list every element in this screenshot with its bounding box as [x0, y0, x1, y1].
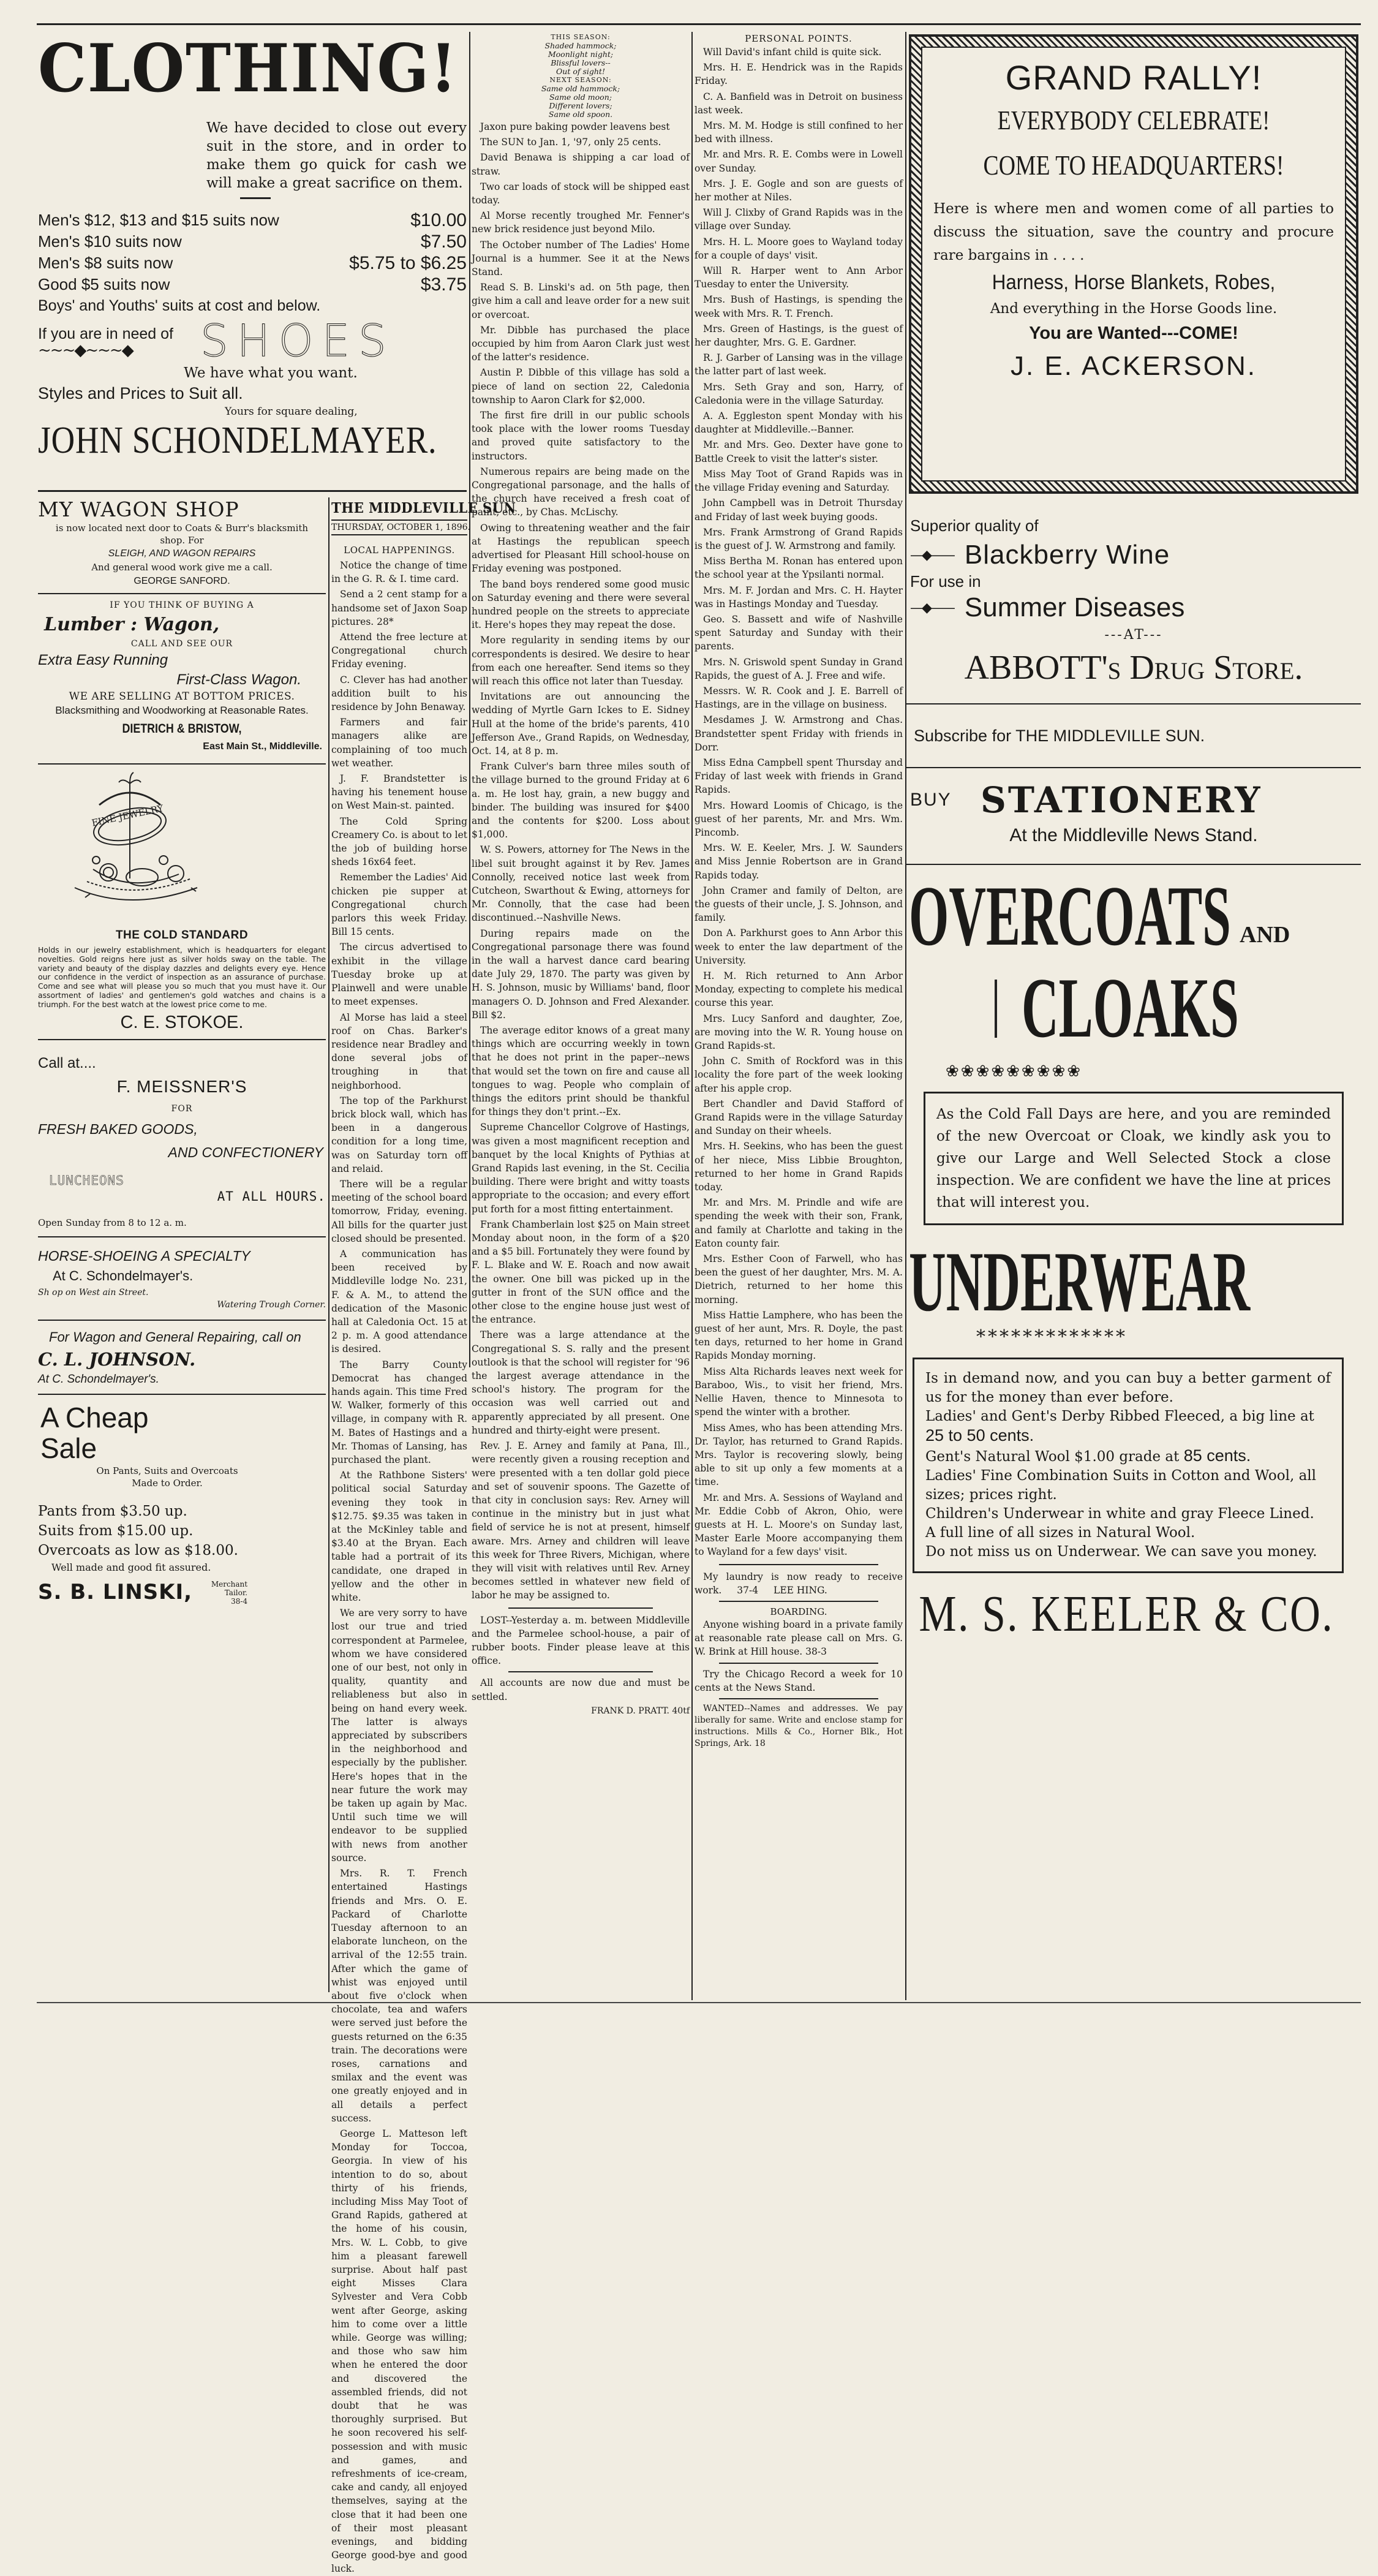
- paragraph: More regularity in sending items by our correspondents is desired. We desire to hear from each one hereafter. Send items so they will reach this office not later than Tuesday.: [472, 635, 690, 687]
- shoes-headline: SHOES: [200, 315, 395, 366]
- bottom-rule: [37, 2002, 1361, 2003]
- clothing-signature: JOHN SCHONDELMAYER.: [38, 420, 437, 461]
- paragraph: Notice the change of time in the G. R. & I. time card.: [331, 560, 467, 585]
- right-ads-column: [906, 32, 1361, 2000]
- divider: [38, 593, 326, 594]
- paragraph: The circus advertised to exhibit in the village Tuesday broke up at Plainwell and were unable to meet expenses.: [331, 942, 467, 1008]
- paragraph: We are very sorry to have lost our true and tried correspondent at Parmelee, whom we have considered one of our best, not only in quality, quantity and reliableness but also in being on hand every week. The latter is always appreciated by subscribers in the neighborhood and especially by the publisher. Here's hopes that in the near future the work may be taken up again by Mac. Until such time we will endeavor to be supplied with news from another source.: [331, 1607, 467, 1864]
- ornamental-block-icon: [995, 980, 997, 1038]
- divider: [38, 763, 326, 765]
- clothing-ad: [38, 32, 467, 488]
- col3-paragraphs: [472, 120, 690, 1603]
- paragraph: Frank Chamberlain lost $25 on Main street Monday about noon, in the form of a $20 and a $5 bill. Fortunately they were found by F. L. Blake and W. E. Roach and now await the owner. One bill was picked up in the gutter in front of the SUN office and the other close to the engine house just west of the entrance.: [472, 1218, 690, 1326]
- paragraph: H. M. Rich returned to Ann Arbor Monday, expecting to complete his medical course this year.: [695, 970, 903, 1009]
- paragraph: Miss Alta Richards leaves next week for Baraboo, Wis., to visit her friend, Mrs. Nellie Haven, thence to Minnesota to spend the winter with a brother.: [695, 1365, 903, 1418]
- paragraph: Mrs. R. T. French entertained Hastings friends and Mrs. O. E. Packard of Charlotte Tuesday afternoon to an elaborate luncheon, on the arrival of the 12:55 train. After which the game of whist was enjoyed until about five o'clock when chocolate, tea and wafers were served just before the guests returned on the 6:35 train. The decorations were roses, carnations and smilax and the event was one greatly enjoyed and in all details a perfect success.: [331, 1868, 467, 2124]
- paragraph: The Cold Spring Creamery Co. is about to let the job of building horse sheds 16x64 feet.: [331, 815, 467, 868]
- paragraph: Frank Culver's barn three miles south of the village burned to the ground Friday at 6 a. m. He lost hay, grain, a new buggy and binder. The building was insured for $400 and the contents for $200. Loss about $1,000.: [472, 761, 690, 840]
- divider: [719, 1698, 878, 1699]
- divider: [38, 490, 467, 492]
- boys-line: Boys' and Youths' suits at cost and below.: [38, 297, 321, 314]
- divider: [38, 1320, 326, 1321]
- fine-jewelry-sign-illustration: [38, 768, 326, 921]
- paragraph: Miss Bertha M. Ronan has entered upon the school year at the Ypsilanti normal.: [695, 556, 903, 581]
- personal-heading: PERSONAL POINTS.: [745, 33, 853, 44]
- paragraph: Mrs. Green of Hastings, is the guest of her daughter, Mrs. G. E. Gardner.: [695, 323, 903, 349]
- paragraph: W. S. Powers, attorney for The News in the libel suit brought against it by Rev. James Connolly, received notice last week from Cutcheon, Swarthout & Ewing, attorneys for Mr. Connolly, that the case had been discontinued.--Nashville News.: [472, 844, 690, 924]
- ornament-row: ❀❀❀❀❀❀❀❀❀: [946, 1062, 1083, 1081]
- divider: [719, 1663, 878, 1664]
- paragraph: Miss Hattie Lamphere, who has been the guest of her aunt, Mrs. R. Doyle, the past ten days, returned to her home in Grand Rapids Monday morning.: [695, 1309, 903, 1362]
- chicago-record-notice: Try the Chicago Record a week for 10 cents at the News Stand.: [695, 1668, 903, 1693]
- paragraph: Supreme Chancellor Colgrove of Hastings, was given a most magnificent reception and banquet by the local Knights of Pythias at Grand Rapids last evening, in the St. Cecilia building. There were bright and witty toasts appropriate to the occasion; and every effort put forth for a most fitting entertainment.: [472, 1122, 690, 1215]
- poem-line: Blissful lovers--: [551, 58, 611, 67]
- linski-ad: A Cheap Sale On Pants, Suits and Overcoats Made to Order. Pants from $3.50 up. Suits from $15.00 up. Overcoats as low as $18.00. Well made and good fit assured. S. B. LINSKI, Merchant Tailor. 38-4: [38, 1401, 326, 1606]
- paragraph: Austin P. Dibble of this village has sold a piece of land on section 22, Caledonia township to Aaron Clark for $2,000.: [472, 367, 690, 406]
- left-ads-column: [38, 497, 326, 1992]
- paragraph: Mrs. Bush of Hastings, is spending the week with Mrs. R. T. French.: [695, 294, 903, 319]
- poem-line: Out of sight!: [556, 67, 605, 76]
- poem-line: Same old hammock;: [541, 84, 620, 93]
- price-row-1: Men's $12, $13 and $15 suits now $10.00: [38, 210, 467, 230]
- poem-line: Different lovers;: [549, 101, 612, 110]
- paragraph: At the Rathbone Sisters' political social Saturday evening they took in $12.75. $9.35 was taken in at the McKinley table and $3.40 at the Bryan. Each table had a portrait of its candidate, one draped in yellow and the other in white.: [331, 1470, 467, 1604]
- arrow-ornament: —◆——: [910, 600, 954, 616]
- masthead-title: THE MIDDLEVILLE SUN: [331, 500, 516, 516]
- paragraph: J. F. Brandstetter is having his tenement house on West Main-st. painted.: [331, 773, 467, 812]
- poem-line: Same old spoon.: [548, 110, 613, 119]
- paragraph: Will J. Clixby of Grand Rapids was in the village over Sunday.: [695, 207, 903, 232]
- paragraph: Al Morse has laid a steel roof on Chas. Barker's residence near Bradley and done several jobs of troughing in that neighborhood.: [331, 1011, 467, 1091]
- paragraph: The Barry County Democrat has changed hands again. This time Fred W. Walker, formerly of this village, in company with R. M. Bates of Hastings and a Mr. Thomas of Lansing, has purchased the plant.: [331, 1359, 467, 1465]
- paragraph: C. A. Banfield was in Detroit on business last week.: [695, 91, 903, 116]
- wagon-shop-ad: MY WAGON SHOP is now located next door to Coats & Burr's blacksmith shop. For SLEIGH, AND WAGON REPAIRS And general wood work give me a call. GEORGE SANFORD.: [38, 497, 309, 586]
- paragraph: Will R. Harper went to Ann Arbor Tuesday to enter the University.: [695, 265, 903, 290]
- grand-rally-ad: GRAND RALLY! EVERYBODY CELEBRATE! COME TO HEADQUARTERS! Here is where men and women come of all parties to discuss the situation, save the country and procure rare bargains in . . . . Harness, Horse Blankets, Robes, And everything in the Horse Goods line. You are Wanted---COME! J. E. ACKERSON.: [909, 34, 1358, 494]
- yours-line: Yours for square dealing,: [225, 406, 358, 418]
- poem: [472, 33, 690, 119]
- price-row-3: Men's $8 suits now $5.75 to $6.25: [38, 253, 467, 273]
- paragraph: Jaxon pure baking powder leavens best: [480, 121, 670, 132]
- divider: [38, 1394, 326, 1395]
- overcoat-box: As the Cold Fall Days are here, and you are reminded of the new Overcoat or Cloak, we kindly ask you to give our Large and Well Selected Stock a close inspection. We are confident we have the line at prices that will interest you.: [924, 1092, 1344, 1225]
- paragraph: Owing to threatening weather and the fair at Hastings the republican speech advertised for Pleasant Hill school-house on Friday evening was postponed.: [472, 522, 690, 575]
- lumber-wagon-ad: IF YOU THINK OF BUYING A Lumber : Wagon, CALL AND SEE OUR Extra Easy Running First-Class Wagon. WE ARE SELLING AT BOTTOM PRICES. Blacksmithing and Woodworking at Reasonable Rates. DIETRICH & BRISTOW, East Main St., Middleville.: [38, 600, 322, 752]
- paragraph: Mrs. W. E. Keeler, Mrs. J. W. Saunders and Miss Jennie Robertson are in Grand Rapids today.: [695, 842, 903, 881]
- divider: [719, 1564, 878, 1565]
- paragraph: The first fire drill in our public schools took place with the lower rooms Tuesday and proved quite satisfactory to the instructors.: [472, 410, 690, 462]
- paragraph: Mrs. H. E. Hendrick was in the Rapids Friday.: [695, 62, 903, 87]
- swash-ornament: ~~~◆~~~◆: [38, 341, 133, 360]
- stationery-ad: BUY STATIONERY At the Middleville News Stand.: [910, 779, 1262, 845]
- paragraph: Miss May Toot of Grand Rapids was in the village Friday evening and Saturday.: [695, 468, 903, 494]
- paragraph: The average editor knows of a great many things which are occurring weekly in town that he does not print in the paper--news that would set the town on fire and cause all tongues to wag. People who complain of things the editors print should be thankful for things they don't print.--Ex.: [472, 1025, 690, 1118]
- paragraph: The top of the Parkhurst brick block wall, which has been in a dangerous condition for a long time, was on Saturday torn off and relaid.: [331, 1095, 467, 1174]
- paragraph: Mr. and Mrs. A. Sessions of Wayland and Mr. Eddie Cobb of Akron, Ohio, were guests at H. L. Moore's on Sunday last, Master Earle Moore accompanying them to Wayland for a few days' visit.: [695, 1492, 903, 1558]
- paragraph: George L. Matteson left Monday for Toccoa, Georgia. In view of his intention to do so, about thirty of his friends, including Miss May Toot of Grand Rapids, gathered at the home of his cousin, Mrs. W. L. Cobb, to give him a pleasant farewell surprise. About half past eight Misses Clara Sylvester and Vera Cobb went after George, asking him to come over a little while. George was willing; and those who saw him when he entered the door and discovered the assembled friends, did not doubt that he was thoroughly surprised. But he soon recovered his self-possession and with music and games, and refreshments of ice-cream, cake and candy, all enjoyed themselves, saying at the close that it had been one of their most pleasant evenings, and bidding George good-bye and good luck.: [331, 2128, 467, 2575]
- local-paragraphs: [331, 559, 467, 2576]
- divider: [719, 1601, 878, 1602]
- paragraph: Miss Edna Campbell spent Thursday and Friday of last week with friends in Grand Rapids.: [695, 757, 903, 796]
- lost-notice: LOST--Yesterday a. m. between Middleville and the Parmelee school-house, a pair of rubber boots. Finder please leave at this office.: [472, 1614, 690, 1667]
- paragraph: Mesdames J. W. Armstrong and Chas. Brandstetter spent Friday with friends in Dorr.: [695, 714, 903, 753]
- paragraph: Mrs. Esther Coon of Farwell, who has been the guest of her daughter, Mrs. M. A. Dietrich, returned to her home this morning.: [695, 1253, 903, 1305]
- paragraph: Mr. and Mrs. M. Prindle and wife are spending the week with their son, Frank, and family at Charlotte and taking in the Eaton county fair.: [695, 1197, 903, 1249]
- paragraph: Mrs. Frank Armstrong of Grand Rapids is the guest of J. W. Armstrong and family.: [695, 526, 903, 551]
- paragraph: The SUN to Jan. 1, '97, only 25 cents.: [480, 137, 661, 148]
- paragraph: Mrs. H. Seekins, who has been the guest of her niece, Miss Libbie Broughton, returned to her home in Grand Rapids today.: [695, 1141, 903, 1193]
- news-column-3: [472, 32, 690, 2000]
- divider: [38, 1039, 326, 1040]
- ornament: [240, 197, 271, 201]
- paragraph: Geo. S. Bassett and wife of Nashville spent Saturday and Sunday with their parents.: [695, 613, 903, 652]
- paragraph: The October number of The Ladies' Home Journal is a hummer. See it at the News Stand.: [472, 239, 690, 278]
- paragraph: John C. Smith of Rockford was in this locality the fore part of the week looking after his apple crop.: [695, 1056, 903, 1094]
- jewelry-ad: FINE JEWELRY THE COLD STANDARD Holds in our jewelry establishment, which is headquarters for elegant novelties. Gold reigns here just as silver holds sway on the table. The variety and beauty of the display dazzles and delights every eye. Hence our confidence in the verdict of inspection as an assurance of purchase. Come and see what will please you so much that you must have it. Our assortment of ladies' and gentlemen's gold watches and chains is a triumph. For the best watch at the lowest price come to me. C. E. STOKOE.: [38, 768, 326, 1035]
- masthead-date: THURSDAY, OCTOBER 1, 1896.: [331, 519, 467, 535]
- paragraph: Mr. and Mrs. R. E. Combs were in Lowell over Sunday.: [695, 149, 903, 174]
- paragraph: There will be a regular meeting of the school board tomorrow, Friday, evening. All bills for the quarter just closed should be presented.: [331, 1178, 467, 1244]
- paragraph: The band boys rendered some good music on Saturday evening and there were several hundred people on the streets to appreciate it. Here's hopes they may repeat the dose.: [472, 578, 690, 631]
- paragraph: Read S. B. Linski's ad. on 5th page, then give him a call and leave order for a new suit or overcoat.: [472, 282, 690, 320]
- local-happenings-column: [331, 497, 516, 2575]
- paragraph: Mr. Dibble has purchased the place occupied by him from Aaron Clark just west of the latter's residence.: [472, 324, 690, 363]
- paragraph: Remember the Ladies' Aid chicken pie supper at Congregational church parlors this week Friday. Bill 15 cents.: [331, 872, 467, 938]
- paragraph: There was a large attendance at the Congregational S. S. rally and the present outlook is that the school will register for '96 the largest average attendance in the school's history. The program for the occasion was well carried out and apparently appreciated by all present. One hundred and thirty-eight were present.: [472, 1329, 690, 1436]
- accounts-signature: FRANK D. PRATT. 40tf: [591, 1705, 690, 1716]
- wanted-notice: WANTED--Names and addresses. We pay liberally for same. Write and enclose stamp for instructions. Mills & Co., Horner Blk., Hot Springs, Ark. 18: [695, 1703, 903, 1748]
- poem-line: THIS SEASON:: [551, 33, 611, 41]
- arrow-ornament: —◆——: [910, 547, 954, 563]
- price-row-4: Good $5 suits now $3.75: [38, 274, 467, 295]
- subscribe-ad: Subscribe for THE MIDDLEVILLE SUN.: [914, 727, 1205, 745]
- meissner-ad: Call at.... F. MEISSNER'S FOR FRESH BAKED GOODS, AND CONFECTIONERY LUNCHEONS AT ALL HOURS. Open Sunday from 8 to 12 a. m.: [38, 1054, 326, 1228]
- jewelry-sign-text: FINE JEWELRY: [91, 803, 165, 829]
- paragraph: A communication has been received by Middleville lodge No. 231, F. & A. M., to attend the dedication of the Masonic hall at Caledonia Oct. 15 at 2 p. m. A good attendance is desired.: [331, 1248, 467, 1355]
- divider: [906, 767, 1361, 768]
- column-rule-1: [469, 32, 470, 1367]
- clothing-title: CLOTHING!: [38, 30, 458, 107]
- paragraph: Don A. Parkhurst goes to Ann Arbor this week to enter the law department of the University.: [695, 927, 903, 966]
- top-rule: [37, 23, 1361, 25]
- paragraph: Mrs. J. E. Gogle and son are guests of her mother at Niles.: [695, 178, 903, 203]
- paragraph: Mrs. M. M. Hodge is still confined to her bed with illness.: [695, 120, 903, 145]
- paragraph: Mrs. Howard Loomis of Chicago, is the guest of her parents, Mr. and Mrs. Wm. Pincomb.: [695, 799, 903, 838]
- paragraph: Mr. and Mrs. Geo. Dexter have gone to Battle Creek to visit the latter's sister.: [695, 439, 903, 464]
- abbott-ad: Superior quality of —◆—— Blackberry Wine For use in —◆—— Summer Diseases ---AT--- ABBOTT's Drug Store.: [910, 516, 1303, 687]
- column-rule-2: [691, 32, 693, 2000]
- price-list: [38, 210, 467, 295]
- paragraph: Mrs. N. Griswold spent Sunday in Grand Rapids, the guest of A. J. Free and wife.: [695, 656, 903, 681]
- paragraph: Mrs. Seth Gray and son, Harry, of Caledonia were in the village Saturday.: [695, 381, 903, 406]
- paragraph: Bert Chandler and David Stafford of Grand Rapids were in the village Saturday and Sunday on their wheels.: [695, 1098, 903, 1137]
- column-rule-0: [328, 497, 329, 1992]
- poem-line: Shaded hammock;: [544, 41, 617, 50]
- poem-line: NEXT SEASON:: [549, 76, 612, 84]
- paragraph: Farmers and fair managers alike are complaining of too much wet weather.: [331, 717, 467, 769]
- linski-signature: S. B. LINSKI, Merchant Tailor. 38-4: [38, 1579, 248, 1606]
- divider: [906, 703, 1361, 704]
- poem-line: Same old moon;: [549, 93, 612, 102]
- paragraph: Numerous repairs are being made on the Congregational parsonage, and the halls of the church have received a fresh coat of paint, etc., by Chas. McLischy.: [472, 466, 690, 518]
- divider: [38, 1236, 326, 1237]
- boarding-heading: BOARDING.: [770, 1606, 827, 1617]
- paragraph: Al Morse recently troughed Mr. Fenner's new brick residence just beyond Milo.: [472, 210, 690, 235]
- paragraph: John Cramer and family of Delton, are the guests of their uncle, J. S. Johnson, and family.: [695, 885, 903, 924]
- paragraph: Two car loads of stock will be shipped east today.: [472, 181, 690, 206]
- paragraph: Mrs. Lucy Sanford and daughter, Zoe, are moving into the W. R. Young house on Grand Rapids-st.: [695, 1013, 903, 1052]
- paragraph: C. Clever has had another addition built to his residence by John Benaway.: [331, 674, 467, 713]
- paragraph: During repairs made on the Congregational parsonage there was found in the wall a harvest dance card bearing date July 29, 1870. The party was given by H. S. Johnson, music by Williams' band, floor managers O. D. Johnson and Fred Alexander. Bill $2.: [472, 927, 690, 1021]
- accounts-notice: All accounts are now due and must be settled.: [472, 1677, 690, 1702]
- divider: [508, 1607, 653, 1609]
- paragraph: Messrs. W. R. Cook and J. E. Barrell of Hastings, are in the village on business.: [695, 685, 903, 711]
- johnson-ad: For Wagon and General Repairing, call on C. L. JOHNSON. At C. Schondelmayer's.: [38, 1329, 301, 1386]
- paragraph: Mrs. H. L. Moore goes to Wayland today for a couple of days' visit.: [695, 236, 903, 261]
- poem-line: Moonlight night;: [548, 50, 614, 59]
- laundry-notice: My laundry is now ready to receive work. 37-4 LEE HING.: [695, 1571, 903, 1596]
- boarding-notice: Anyone wishing board in a private family at reasonable rate please call on Mrs. G. W. Brink at Hill house. 38-3: [695, 1618, 903, 1658]
- paragraph: Invitations are out announcing the wedding of Myrtle Garn Ickes to E. Sidney Hull at the home of the bride's parents, 410 Jefferson Ave., Grand Rapids, on Wednesday, Oct. 14, at 8 p. m.: [472, 691, 690, 757]
- paragraph: Mrs. M. F. Jordan and Mrs. C. H. Hayter was in Hastings Monday and Tuesday.: [695, 584, 903, 610]
- paragraph: A. A. Eggleston spent Monday with his daughter at Middleville.--Banner.: [695, 410, 903, 436]
- divider: [906, 864, 1361, 865]
- have-line: We have what you want.: [184, 365, 358, 381]
- paragraph: Attend the free lecture at Congregational church Friday evening.: [331, 632, 467, 670]
- price-row-2: Men's $10 suits now $7.50: [38, 232, 467, 252]
- paragraph: John Campbell was in Detroit Thursday and Friday of last week buying goods.: [695, 497, 903, 523]
- paragraph: Miss Ames, who has been attending Mrs. Dr. Taylor, has returned to Grand Rapids. Mrs. Taylor is recovering slowly, being able to sit up only a few moments at a time.: [695, 1422, 903, 1488]
- horseshoe-ad: HORSE-SHOEING A SPECIALTY At C. Schondelmayer's. Sh op on West ain Street. Watering Trough Corner.: [38, 1247, 326, 1310]
- personal-points-column: [695, 32, 903, 2000]
- styles-line: Styles and Prices to Suit all.: [38, 384, 243, 402]
- divider: [508, 1671, 653, 1672]
- shoes-row: If you are in need of ~~~◆~~~◆ SHOES: [38, 315, 395, 366]
- personal-paragraphs: [695, 45, 903, 1559]
- paragraph: Send a 2 cent stamp for a handsome set of Jaxon Soap pictures. 28*: [331, 589, 467, 627]
- paragraph: David Benawa is shipping a car load of straw.: [472, 152, 690, 177]
- clothing-intro: We have decided to close out every suit in the store, and in order to make them go quick for cash we will make a great sacrifice on them.: [206, 120, 467, 191]
- local-heading: LOCAL HAPPENINGS.: [344, 545, 455, 556]
- paragraph: R. J. Garber of Lansing was in the village the latter part of last week.: [695, 352, 903, 377]
- keeler-ad: OVERCOATS AND CLOAKS ❀❀❀❀❀❀❀❀❀ As the Cold Fall Days are here, and you are reminded of the new Overcoat or Cloak, we kindly ask you to give our Large and Well Selected Stock a close inspection. We are confident we have the line at prices that will interest you. UNDERWEAR ************* Is in demand now, and you can buy a better garment of us for the money than ever before. Ladies' and Gent's Derby Ribbed Fleeced, a big line at 25 to 50 cents. Gent's Natural Wool $1.00 grade at 85 cents. Ladies' Fine Combination Suits in Cotton and Wool, all sizes; prices right. Children's Underwear in white and gray Fleece Lined. A full line of all sizes in Natural Wool. Do not miss us on Underwear. We can save you money. M. S. KEELER & CO.: [906, 874, 1361, 1648]
- paragraph: Will David's infant child is quite sick.: [703, 47, 882, 58]
- underwear-box: Is in demand now, and you can buy a better garment of us for the money than ever before. Ladies' and Gent's Derby Ribbed Fleeced, a big line at 25 to 50 cents. Gent's Natural Wool $1.00 grade at 85 cents. Ladies' Fine Combination Suits in Cotton and Wool, all sizes; prices right. Children's Underwear in white and gray Fleece Lined. A full line of all sizes in Natural Wool. Do not miss us on Underwear. We can save you money.: [913, 1358, 1344, 1573]
- paragraph: Rev. J. E. Arney and family at Pana, Ill., were recently given a rousing reception and were presented with a ten dollar gold piece and set of souvenir spoons. The Gazette of that city in conclusion says: Rev. Arney will continue in the ministry but in just what field of service he is not at present, himself aware. Mrs. Arney and children will leave this week for Three Rivers, Michigan, where they will visit with relatives until Rev. Arney becomes settled in whatever new field of labor he may be assigned to.: [472, 1440, 690, 1601]
